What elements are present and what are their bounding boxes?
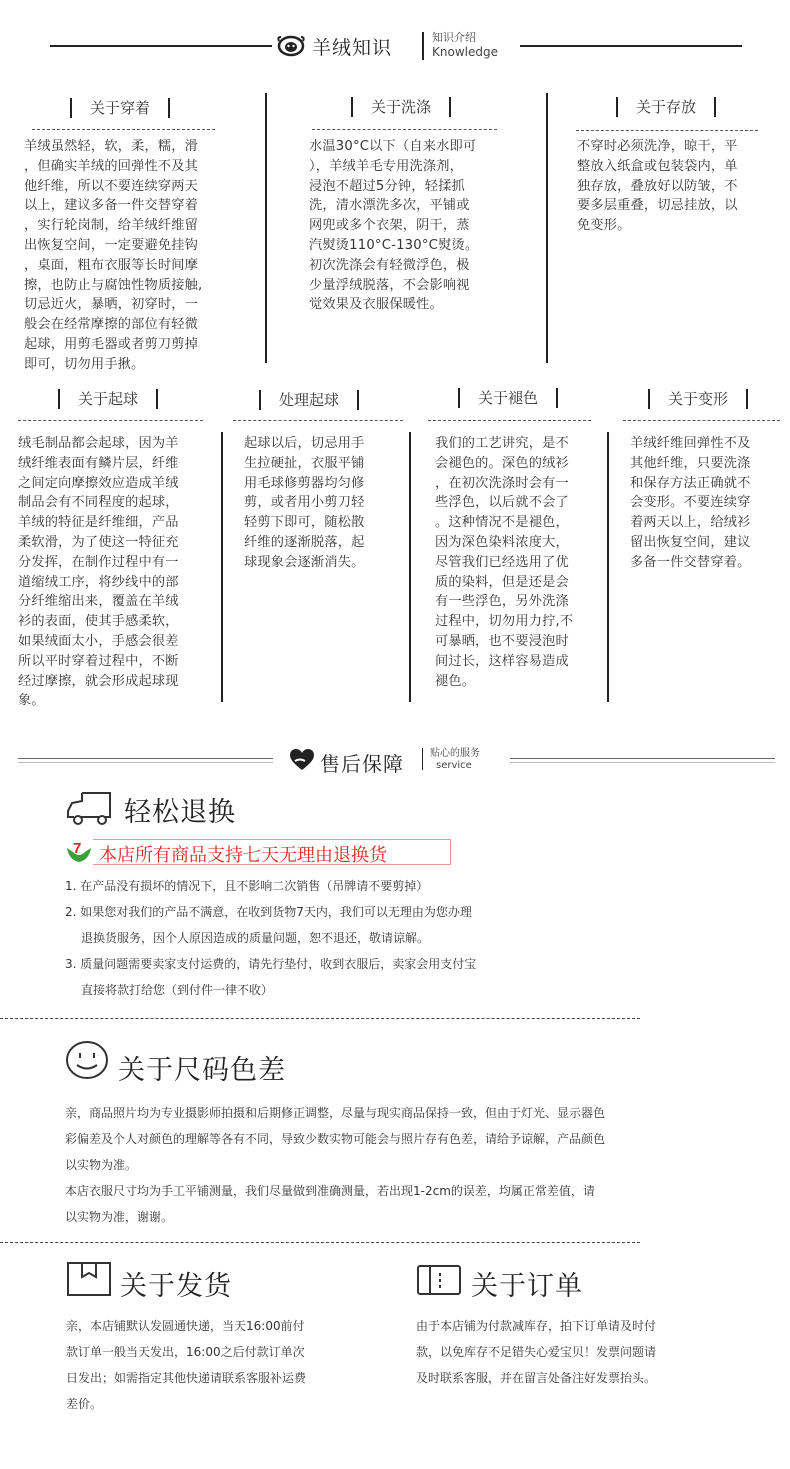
deform-text: 羊绒纤维回弹性不及 其他纤维，只要洗涤 和保存方法正确就不 会变形。不要连续穿 着两天以上，给绒衫 留出恢复空间，建议 多备一件交替穿着。	[630, 436, 751, 570]
wash-text: 水温30°C以下（自来水即可 ），羊绒羊毛专用洗涤剂， 浸泡不超过5分钟，轻揉抓 洗，清水漂洗多次，平铺或 网兜或多个衣架，阴干，蒸 汽熨烫110°C-130°C熨烫。 初次洗涤会有轻微浮色，极 少量浮绒脱落，不会影响视 觉效果及衣服保暖性。	[309, 139, 479, 313]
service-title: 售后保障	[320, 752, 404, 776]
returns-line-5: 直接将款打给您（到付件一律不收）	[81, 983, 274, 997]
returns-line-1: 1. 在产品没有损坏的情况下，且不影响二次销售（吊牌请不要剪掉）	[65, 879, 429, 893]
divider-5	[607, 432, 609, 702]
fading-heading: 关于褪色	[448, 387, 568, 408]
pilling-dash	[18, 420, 203, 421]
divider-3	[221, 432, 223, 702]
knowledge-sub-en: Knowledge	[432, 45, 498, 59]
knowledge-title-divider	[422, 32, 424, 60]
package-icon	[66, 1261, 112, 1297]
order-text: 由于本店铺为付款减库存，拍下订单请及时付 款，以免库存不足错失心爱宝贝！发票问题请 及时联系客服，并在留言处备注好发票抬头。	[416, 1319, 657, 1385]
header-right-line	[520, 45, 742, 47]
returns-title: 轻松退换	[124, 797, 236, 828]
service-divider	[422, 748, 423, 770]
sheep-icon	[277, 33, 305, 59]
fading-dash	[428, 420, 591, 421]
store-dash	[576, 130, 758, 131]
service-left-line-2	[18, 762, 273, 763]
separator-2	[0, 1242, 640, 1243]
smile-icon	[65, 1040, 109, 1080]
deform-dash	[623, 420, 780, 421]
service-right-line-1	[510, 758, 775, 759]
service-sub-cn: 贴心的服务	[430, 748, 480, 759]
size-color-text: 亲，商品照片均为专业摄影师拍摄和后期修正调整，尽量与现实商品保持一致，但由于灯光、显示器色 彩偏差及个人对颜色的理解等各有不同，导致少数实物可能会与照片存有色差，请给予谅解，产品颜色 以实物为准。 本店衣服尺寸均为手工平铺测量，我们尽量做到准确测量，若出现1-2cm的误差，均属正常差值，请 以实物为准，谢谢。	[65, 1106, 606, 1224]
returns-line-4: 3. 质量问题需要卖家支付运费的，请先行垫付，收到衣服后，卖家会用支付宝	[65, 957, 477, 971]
returns-line-2: 2. 如果您对我们的产品不满意，在收到货物7天内，我们可以无理由为您办理	[65, 905, 472, 919]
service-left-line-1	[18, 758, 273, 759]
handle-pilling-dash	[233, 420, 403, 421]
returns-badge-text: 本店所有商品支持七天无理由退换货	[99, 845, 387, 866]
separator-1	[0, 1018, 640, 1019]
shipping-title: 关于发货	[120, 1271, 232, 1302]
svg-text:7: 7	[73, 840, 82, 857]
returns-line-3: 退换货服务，因个人原因造成的质量问题，恕不退还，敬请谅解。	[81, 931, 430, 945]
header-left-line	[50, 45, 272, 47]
shipping-text: 亲，本店铺默认发圆通快递，当天16:00前付 款订单一般当天发出，16:00之后付款订单次 日发出；如需指定其他快递请联系客服补运费 差价。	[66, 1319, 307, 1411]
fading-text: 我们的工艺讲究，是不 会褪色的。深色的绒衫 ，在初次洗涤时会有一 些浮色，以后就不会了 。这种情况不是褪色， 因为深色染料浓度大， 尽管我们已经选用了优 质的染料，但是还是会 有一些浮色，另外洗涤 过程中，切勿用力拧,不 可暴晒，也不要浸泡时 间过长，这样容易造成 褪色。	[435, 436, 574, 689]
divider-4	[409, 432, 411, 702]
knowledge-title: 羊绒知识	[312, 37, 393, 59]
returns-badge	[93, 839, 451, 865]
returns-list	[65, 873, 476, 1003]
divider-2	[546, 93, 548, 363]
heart-hand-icon	[289, 748, 315, 772]
wear-dash	[32, 129, 215, 130]
wear-text: 羊绒虽然轻，软，柔，糯，滑 ，但确实羊绒的回弹性不及其 他纤维，所以不要连续穿两天 以上，建议多备一件交替穿着 ，实行轮岗制，给羊绒纤维留 出恢复空间，一定要避免挂钩 ，桌面，粗布衣服等长时间摩 擦，也防止与腐蚀性物质接触, 切忌近火，暴晒，初穿时，一 般会在经常摩擦的部位有轻微 起球，用剪毛器或者剪刀剪掉 即可，切勿用手揪。	[24, 139, 203, 372]
wear-heading: 关于穿着	[60, 97, 180, 118]
wash-heading: 关于洗涤	[342, 96, 460, 117]
order-icon	[416, 1264, 462, 1296]
divider-1	[265, 93, 267, 363]
wash-dash	[312, 129, 497, 130]
pilling-text: 绒毛制品都会起球，因为羊 绒纤维表面有鳞片层，纤维 之间定向摩擦效应造成羊绒 制品会有不同程度的起球， 羊绒的特征是纤维细，产品 柔软滑，为了使这一特征充 分发挥，在制作过程中有一 道缩绒工序，将纱线中的部 分纤维缩出来，覆盖在羊绒 衫的表面，使其手感柔软， 如果绒面太小，手感会很差 所以平时穿着过程中，不断 经过摩擦，就会形成起球现 象。	[18, 436, 179, 709]
service-sub-en: service	[436, 760, 472, 771]
service-right-line-2	[510, 762, 775, 763]
store-heading: 关于存放	[607, 96, 725, 117]
seven-day-icon	[65, 838, 93, 864]
knowledge-sub-cn: 知识介绍	[432, 31, 476, 44]
delivery-truck-icon	[66, 789, 114, 827]
order-title: 关于订单	[471, 1271, 583, 1302]
deform-heading: 关于变形	[638, 388, 758, 409]
handle-pilling-text: 起球以后，切忌用手 生拉硬扯，衣服平铺 用毛球修剪器均匀修 剪，或者用小剪刀轻 轻剪下即可，随松散 纤维的逐渐脱落，起 球现象会逐渐消失。	[244, 436, 365, 570]
pilling-heading: 关于起球	[48, 388, 168, 409]
handle-pilling-heading: 处理起球	[250, 389, 368, 410]
size-color-title: 关于尺码色差	[118, 1055, 286, 1086]
store-text: 不穿时必须洗净，晾干，平 整放入纸盒或包装袋内，单 独存放，叠放好以防皱，不 要多层重叠，切忌挂放，以 免变形。	[577, 139, 738, 234]
